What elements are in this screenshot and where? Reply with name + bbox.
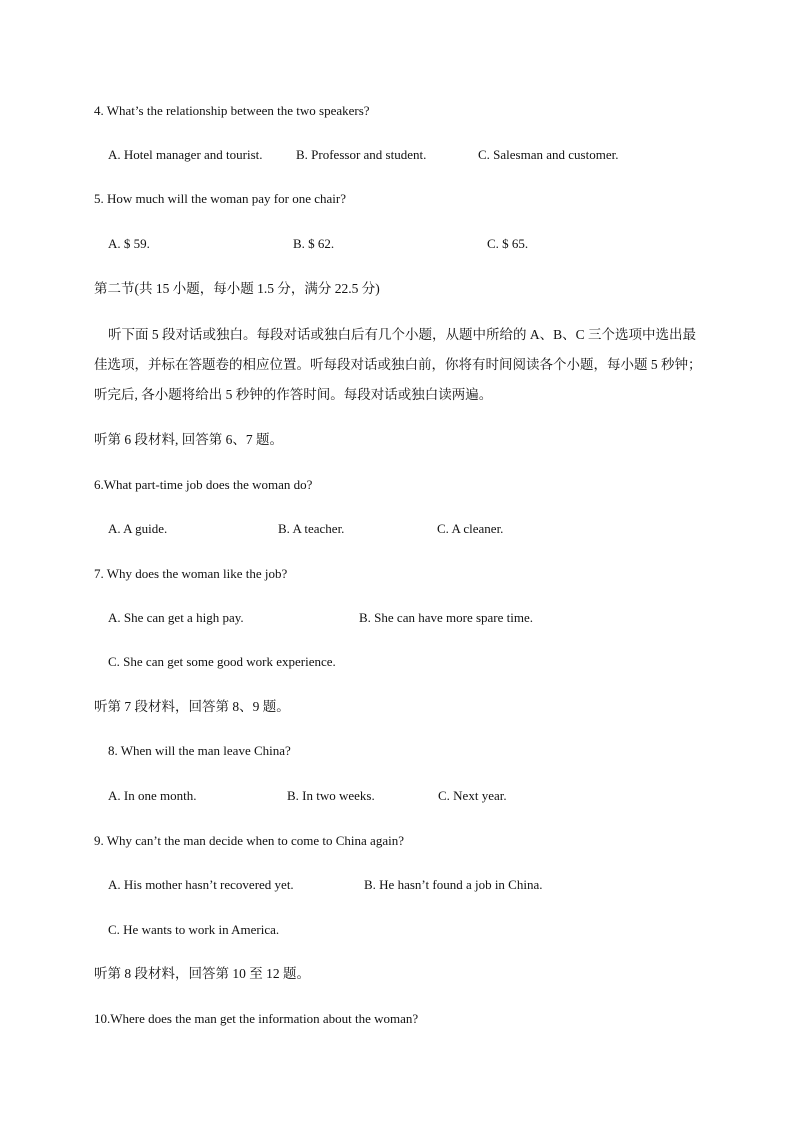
material-7-label: 听第 7 段材料，回答第 8、9 题。 [94, 699, 290, 714]
material-8-label: 听第 8 段材料，回答第 10 至 12 题。 [94, 966, 310, 981]
question-4-option-b: B. Professor and student. [296, 147, 427, 162]
question-8-option-a: A. In one month. [108, 788, 197, 803]
question-5-option-a: A. $ 59. [108, 236, 150, 251]
question-4-option-c: C. Salesman and customer. [478, 147, 619, 162]
material-6-label: 听第 6 段材料, 回答第 6、7 题。 [94, 432, 283, 447]
question-7-option-a: A. She can get a high pay. [108, 610, 244, 625]
section-heading: 第二节(共 15 小题，每小题 1.5 分，满分 22.5 分) [94, 281, 380, 296]
question-7-option-b: B. She can have more spare time. [359, 610, 533, 625]
question-5-option-b: B. $ 62. [293, 236, 335, 251]
question-9-stem: 9. Why can’t the man decide when to come to China again? [94, 833, 404, 848]
question-8-stem: 8. When will the man leave China? [108, 743, 291, 758]
question-6-option-a: A. A guide. [108, 521, 168, 536]
question-5-stem: 5. How much will the woman pay for one chair? [94, 191, 346, 206]
question-9-option-c: C. He wants to work in America. [108, 922, 280, 937]
question-8-option-b: B. In two weeks. [287, 788, 375, 803]
question-8-option-c: C. Next year. [438, 788, 507, 803]
question-7-option-c: C. She can get some good work experience. [108, 654, 336, 669]
question-6-stem: 6.What part-time job does the woman do? [94, 477, 313, 492]
question-10-stem: 10.Where does the man get the information about the woman? [94, 1011, 419, 1026]
question-9-option-b: B. He hasn’t found a job in China. [364, 877, 543, 892]
section-instructions: 听下面 5 段对话或独白。每段对话或独白后有几个小题，从题中所给的 A、B、C 三个选项中选出最佳选项，并标在答题卷的相应位置。听每段对话或独白前，你将有时间阅读各个小题，每小题 5 秒钟；听完后, 各小题将给出 5 秒钟的作答时间。每段对话或独白读两遍。 [94, 327, 702, 402]
question-5-option-c: C. $ 65. [487, 236, 529, 251]
question-6-option-b: B. A teacher. [278, 521, 345, 536]
question-6-option-c: C. A cleaner. [437, 521, 504, 536]
question-7-stem: 7. Why does the woman like the job? [94, 566, 288, 581]
question-9-option-a: A. His mother hasn’t recovered yet. [108, 877, 294, 892]
question-4-stem: 4. What’s the relationship between the two speakers? [94, 103, 370, 118]
question-4-option-a: A. Hotel manager and tourist. [108, 147, 263, 162]
